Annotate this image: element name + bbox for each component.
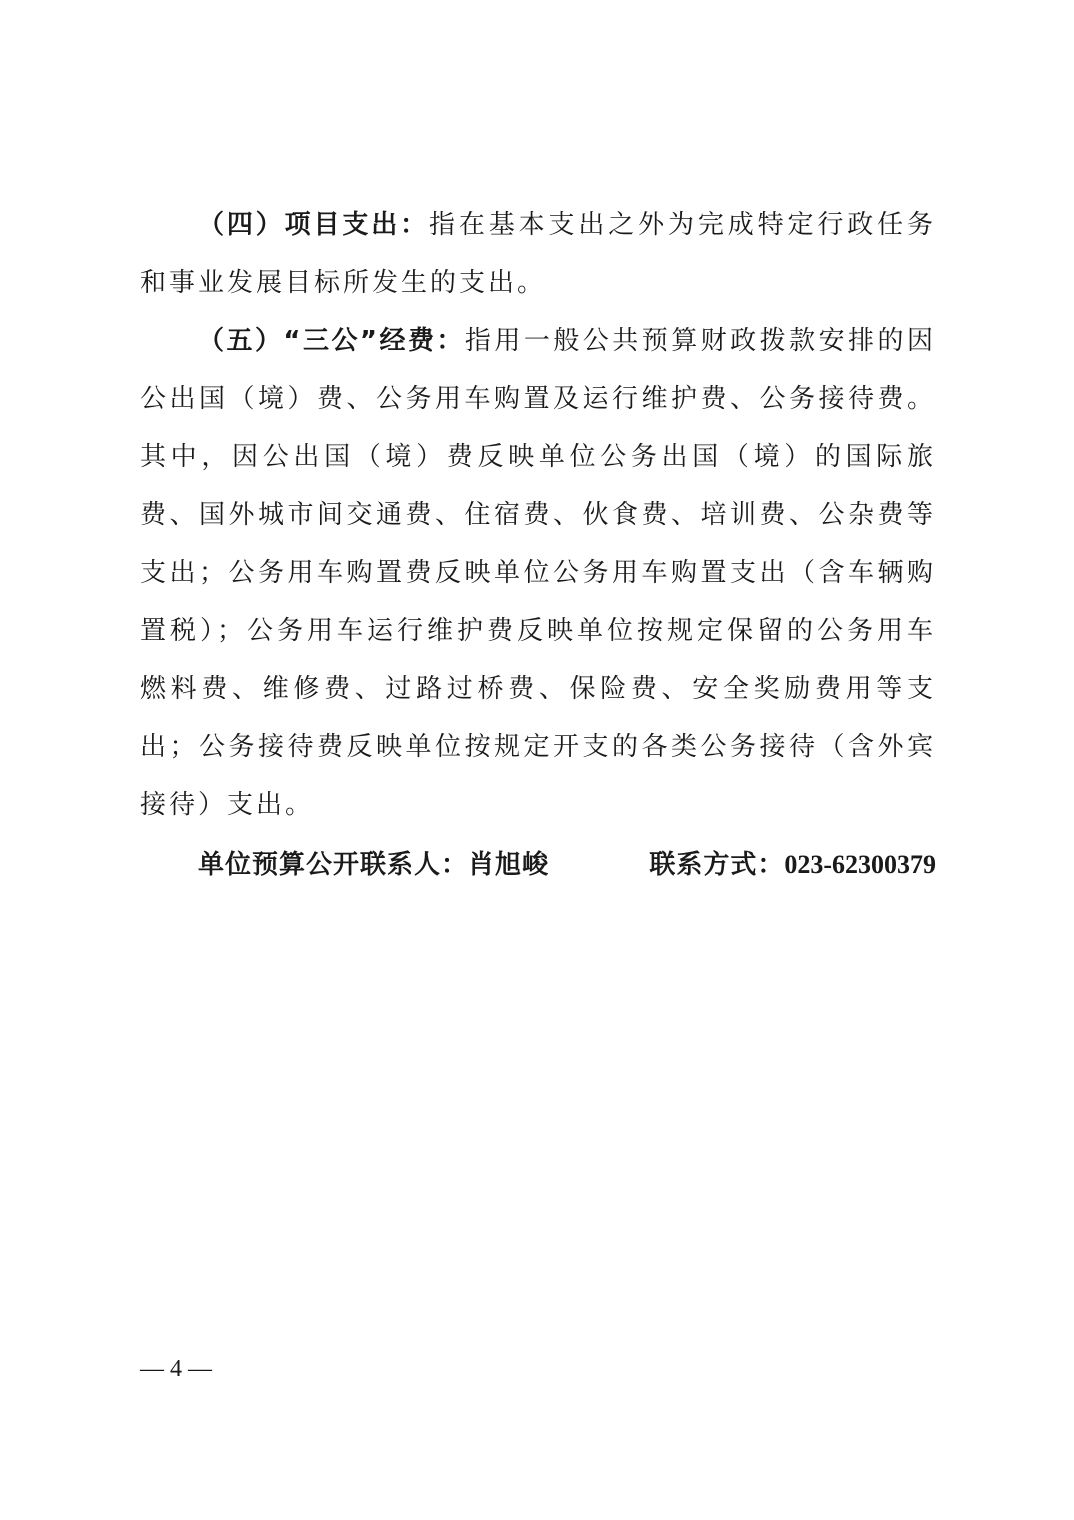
paragraph-three-public-expenses [140,312,936,834]
contact-person-label: 单位预算公开联系人： [198,850,469,880]
paragraph-project-expenditure [140,196,936,312]
paragraph-lead: （五）“三公”经费： [198,326,465,356]
contact-line [140,836,936,894]
contact-phone: 023-62300379 [784,850,936,879]
contact-person [198,836,549,894]
document-body [140,196,936,894]
contact-method-label: 联系方式： [649,850,785,880]
paragraph-text: 指用一般公共预算财政拨款安排的因公出国（境）费、公务用车购置及运行维护费、公务接待费。其中，因公出国（境）费反映单位公务出国（境）的国际旅费、国外城市间交通费、住宿费、伙食费、培训费、公杂费等支出；公务用车购置费反映单位公务用车购置支出（含车辆购置税）；公务用车运行维护费反映单位按规定保留的公务用车燃料费、维修费、过路过桥费、保险费、安全奖励费用等支出；公务接待费反映单位按规定开支的各类公务接待（含外宾接待）支出。 [140,326,936,820]
contact-person-name: 肖旭峻 [468,850,550,880]
contact-method [649,836,936,894]
paragraph-text: 指在基本支出之外为完成特定行政任务和事业发展目标所发生的支出。 [140,210,936,298]
page-number: — 4 — [140,1356,212,1382]
paragraph-lead: （四）项目支出： [198,210,429,240]
